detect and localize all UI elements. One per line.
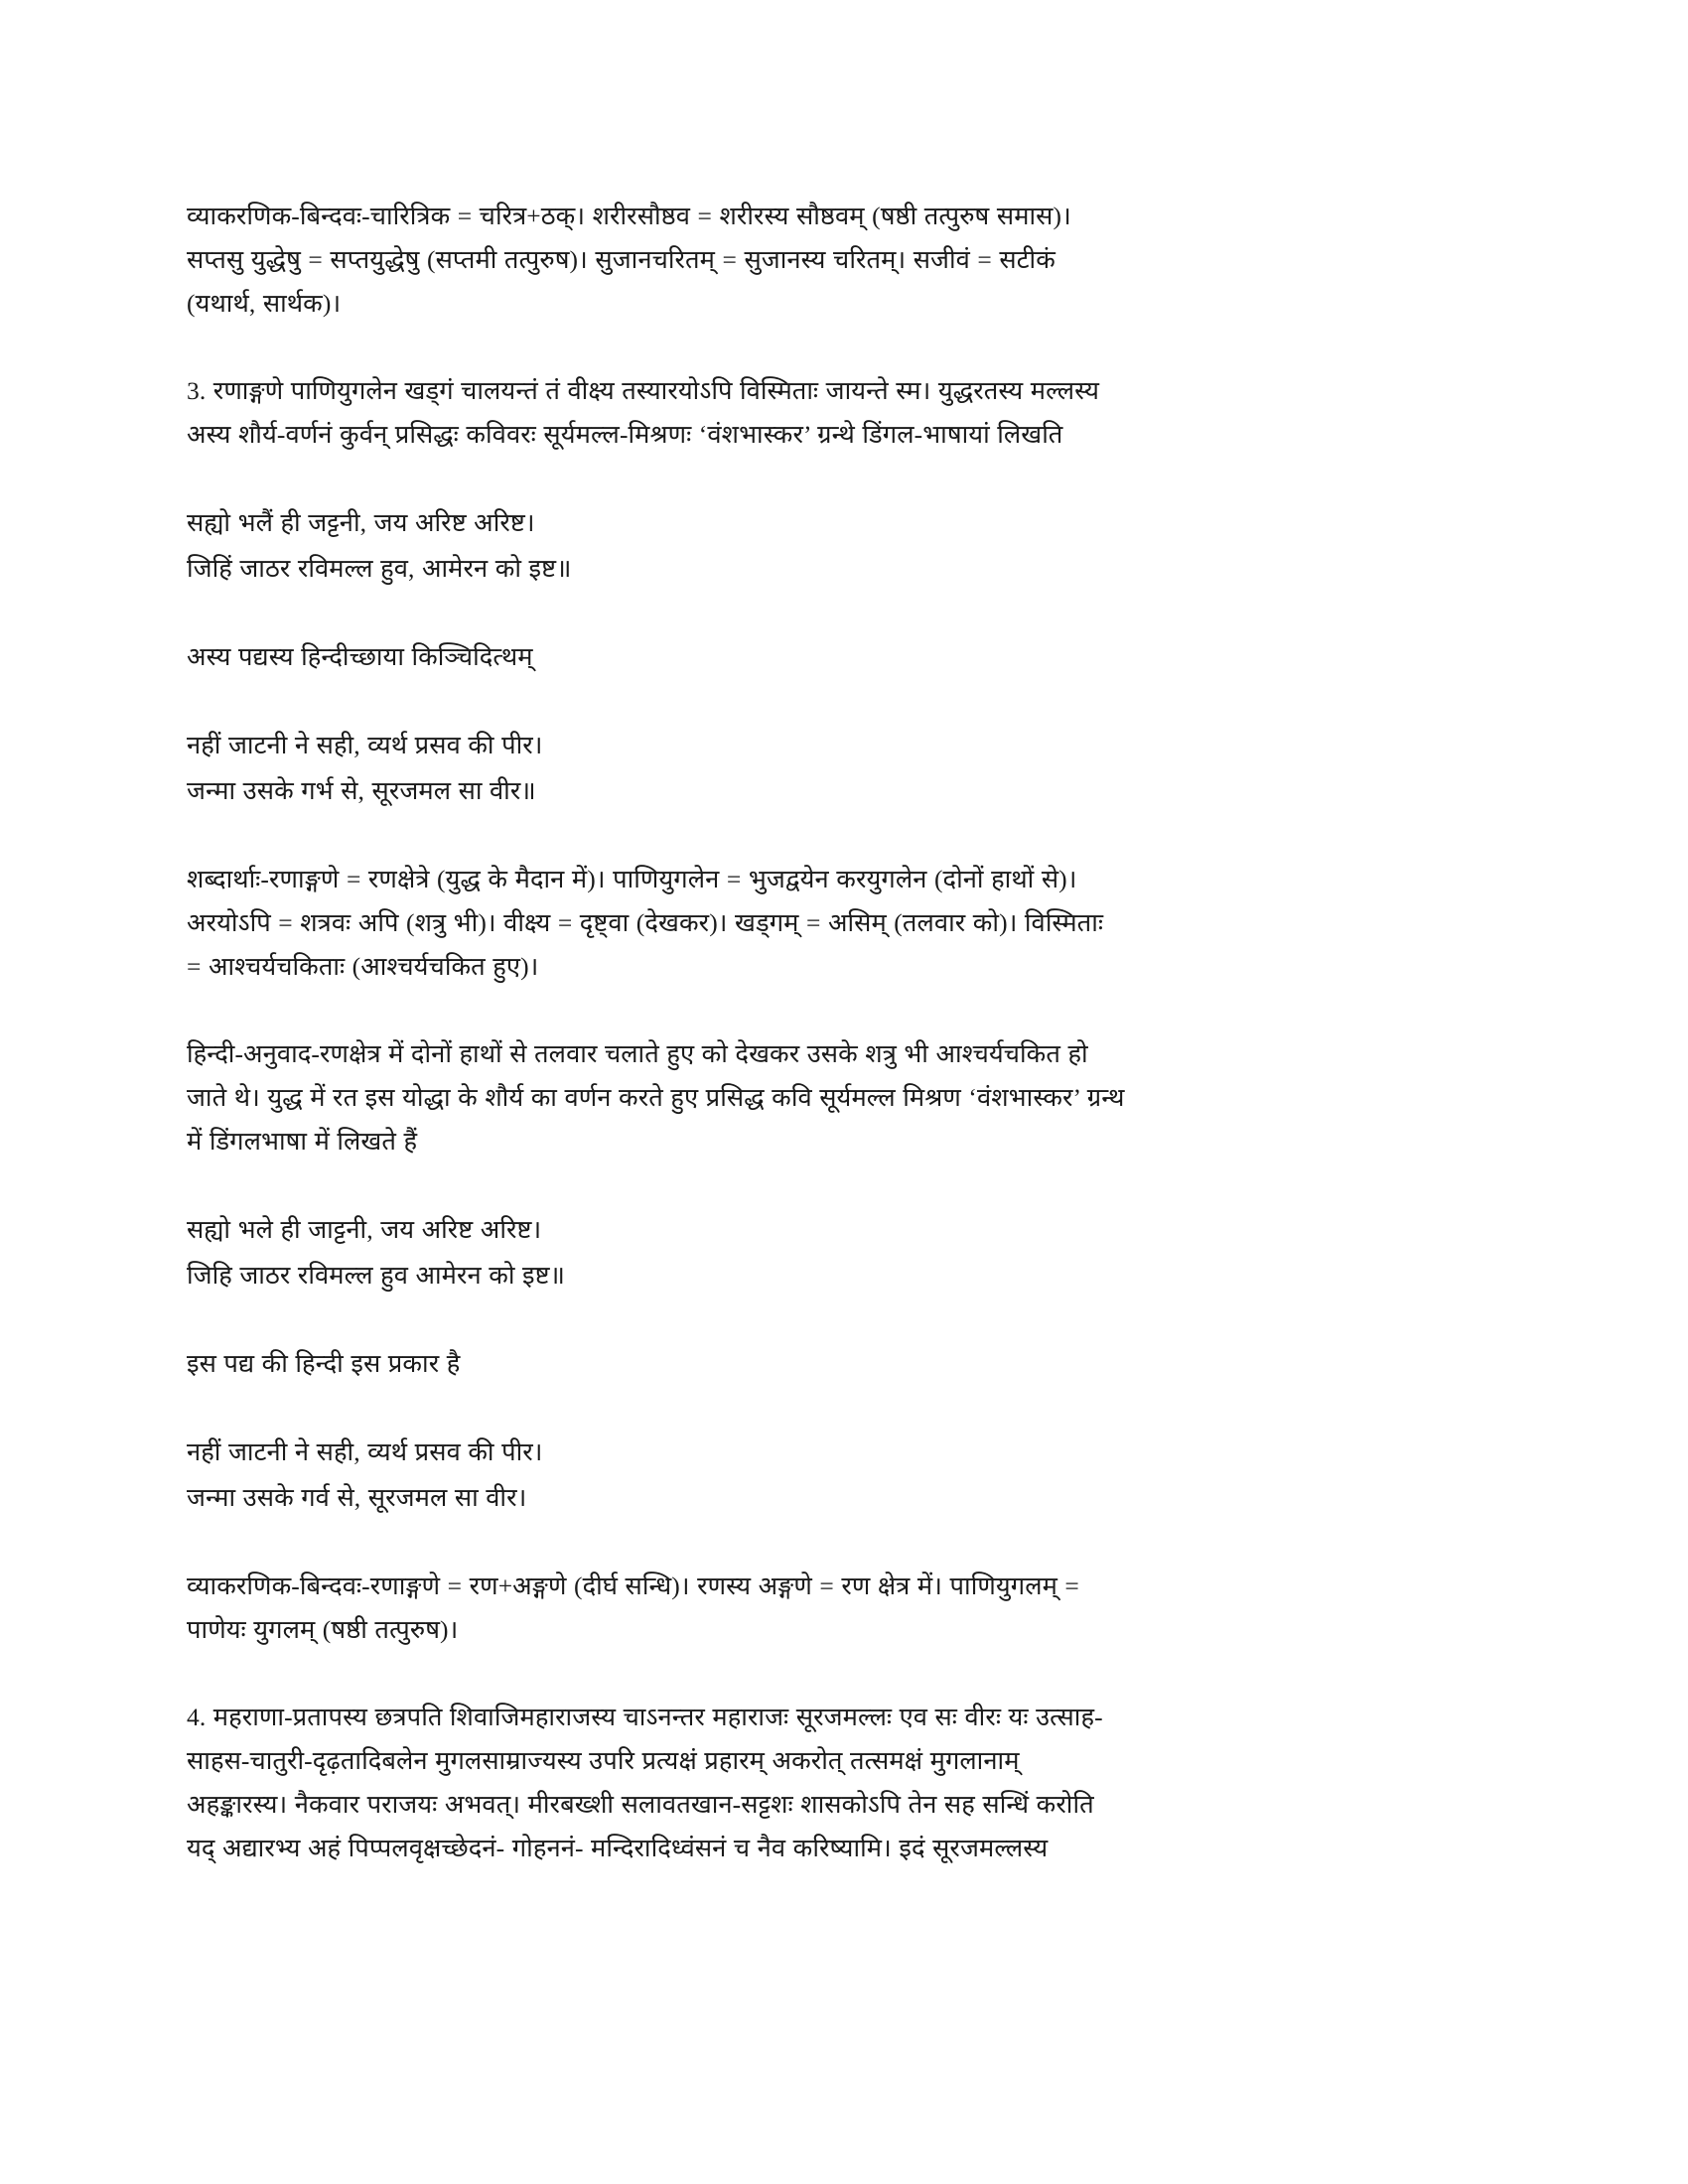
text-line: जाते थे। युद्ध में रत इस योद्धा के शौर्य का वर्णन करते हुए प्रसिद्ध कवि सूर्यमल्ल मिश्रण ‘वंशभास्कर’ ग्रन्थ (187, 1083, 1125, 1112)
paragraph (187, 1032, 1507, 1163)
text-line: में डिंगलभाषा में लिखते हैं (187, 1127, 418, 1156)
text-line: पाणेयः युगलम् (षष्ठी तत्पुरुष)। (187, 1615, 459, 1644)
text-block-hindi-padya-intro (187, 1342, 1507, 1386)
verse-line: जिहिं जाठर रविमल्ल हुव, आमेरन को इष्ट॥ (187, 554, 572, 583)
paragraph (187, 635, 1507, 679)
verse (187, 1207, 1507, 1298)
paragraph (187, 195, 1507, 326)
verse-line: नहीं जाटनी ने सही, व्यर्थ प्रसव की पीर। (187, 1437, 543, 1466)
text-block-section-4 (187, 1696, 1507, 1870)
paragraph (187, 369, 1507, 457)
text-line: 4. महराणा-प्रतापस्य छत्रपति शिवाजिमहाराजस्य चाऽनन्तर महाराजः सूरजमल्लः एव सः वीरः यः उत्साह- (187, 1703, 1103, 1731)
text-block-section-3 (187, 369, 1507, 457)
text-line: अस्य शौर्य-वर्णनं कुर्वन् प्रसिद्धः कविवरः सूर्यमल्ल-मिश्रणः ‘वंशभास्कर’ ग्रन्थे डिंगल-भाषायां लिखति (187, 420, 1063, 449)
text-line: व्याकरणिक-बिन्दवः-रणाङ्गणे = रण+अङ्गणे (दीर्घ सन्धि)। रणस्य अङ्गणे = रण क्षेत्र में। पाणियुगलम् = (187, 1571, 1079, 1600)
text-line: यद् अद्यारभ्य अहं पिप्पलवृक्षच्छेदनं- गोहननं- मन्दिरादिध्वंसनं च नैव करिष्यामि। इदं सूरजमल्लस्य (187, 1834, 1049, 1862)
verse (187, 500, 1507, 592)
text-line: हिन्दी-अनुवाद-रणक्षेत्र में दोनों हाथों से तलवार चलाते हुए को देखकर उसके शत्रु भी आश्चर्यचकित हो (187, 1039, 1088, 1068)
text-line: अरयोऽपि = शत्रवः अपि (शत्रु भी)। वीक्ष्य = दृष्ट्वा (देखकर)। खड्गम् = असिम् (तलवार को)। विस्मिताः (187, 908, 1104, 937)
text-line: इस पद्य की हिन्दी इस प्रकार है (187, 1349, 461, 1378)
text-block-shabdarthah (187, 858, 1507, 989)
paragraph (187, 1342, 1507, 1386)
text-line: अहङ्कारस्य। नैकवार पराजयः अभवत्। मीरबख्शी सलावतखान-सट्टशः शासकोऽपि तेन सह सन्धिं करोति (187, 1790, 1094, 1819)
paragraph (187, 1696, 1507, 1870)
verse-line: जन्मा उसके गर्व से, सूरजमल सा वीर। (187, 1483, 527, 1512)
text-line: सप्तसु युद्धेषु = सप्तयुद्धेषु (सप्तमी तत्पुरुष)। सुजानचरितम् = सुजानस्य चरितम्। सजीवं = सटीकं (187, 245, 1055, 274)
text-block-hindi-chaya-intro (187, 635, 1507, 679)
text-block-hindi-padya-verse (187, 1430, 1507, 1521)
verse (187, 723, 1507, 814)
text-block-grammar-notes-1 (187, 195, 1507, 326)
text-line: अस्य पद्यस्य हिन्दीच्छाया किञ्चिदित्थम् (187, 642, 533, 671)
verse-line: नहीं जाटनी ने सही, व्यर्थ प्रसव की पीर। (187, 731, 543, 759)
verse-line: जिहि जाठर रविमल्ल हुव आमेरन को इष्ट॥ (187, 1261, 566, 1290)
text-line: (यथार्थ, सार्थक)। (187, 289, 342, 318)
text-line: 3. रणाङ्गणे पाणियुगलेन खड्गं चालयन्तं तं वीक्ष्य तस्यारयोऽपि विस्मिताः जायन्ते स्म। युद्धरतस्य मल्लस्य (187, 376, 1100, 405)
page-content (187, 195, 1507, 1870)
verse (187, 1430, 1507, 1521)
text-line: व्याकरणिक-बिन्दवः-चारित्रिक = चरित्र+ठक्। शरीरसौष्ठव = शरीरस्य सौष्ठवम् (षष्ठी तत्पुरुष समास)। (187, 202, 1071, 230)
verse-line: सह्यो भलैं ही जट्टनी, जय अरिष्ट अरिष्ट। (187, 508, 535, 537)
paragraph (187, 1565, 1507, 1652)
text-line: शब्दार्थाः-रणाङ्गणे = रणक्षेत्रे (युद्ध के मैदान में)। पाणियुगलेन = भुजद्वयेन करयुगलेन (दोनों हाथों से)। (187, 865, 1077, 893)
paragraph (187, 858, 1507, 989)
text-block-dingal-verse-2 (187, 1207, 1507, 1298)
text-block-hindi-anuvad (187, 1032, 1507, 1163)
text-block-dingal-verse-1 (187, 500, 1507, 592)
text-line: साहस-चातुरी-दृढ़तादिबलेन मुगलसाम्राज्यस्य उपरि प्रत्यक्षं प्रहारम् अकरोत् तत्समक्षं मुगलानाम् (187, 1746, 1020, 1775)
verse-line: जन्मा उसके गर्भ से, सूरजमल सा वीर॥ (187, 776, 536, 805)
text-line: = आश्चर्यचकिताः (आश्चर्यचकित हुए)। (187, 952, 539, 981)
text-block-hindi-chaya-verse (187, 723, 1507, 814)
verse-line: सह्यो भले ही जाट्टनी, जय अरिष्ट अरिष्ट। (187, 1215, 542, 1244)
text-block-grammar-notes-2 (187, 1565, 1507, 1652)
